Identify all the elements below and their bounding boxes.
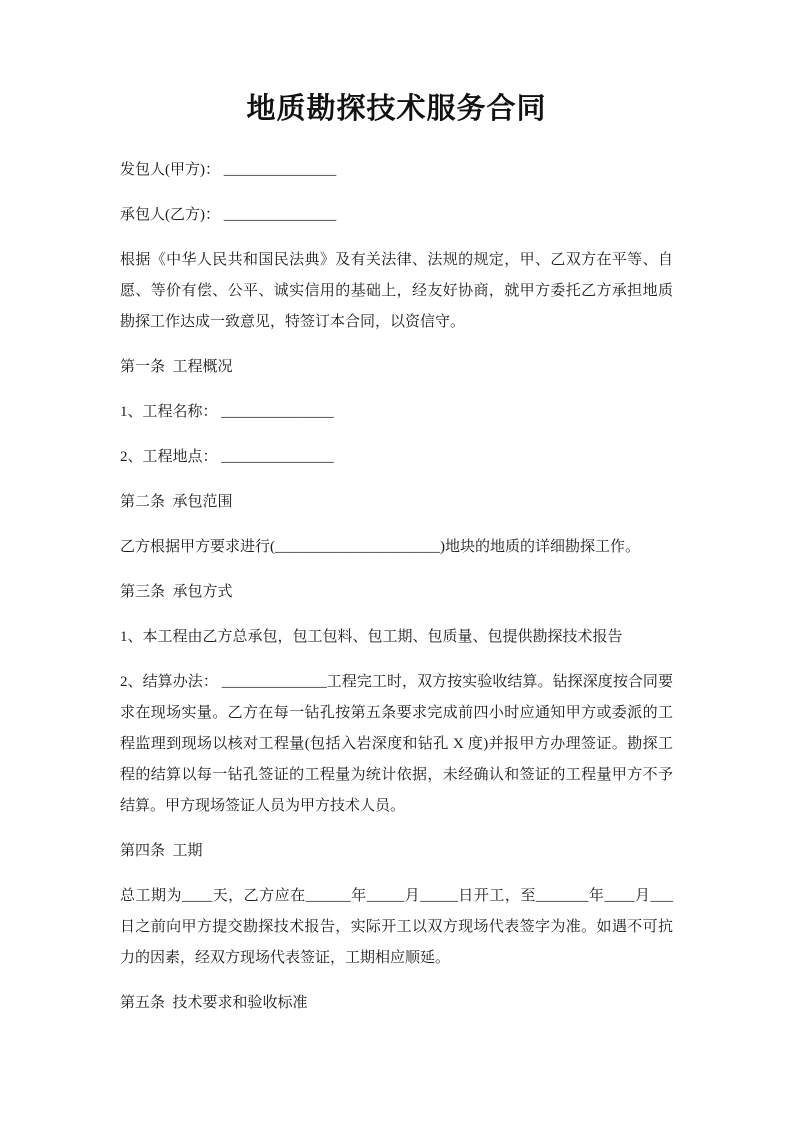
construction-period-paragraph: 总工期为____天，乙方应在______年_____月_____日开工，至_______年____月___日之前向甲方提交勘探技术报告，实际开工以双方现场代表签字为准。如遇不可抗力的因素，经双方现场代表签证，工期相应顺延。 xyxy=(120,888,673,966)
party-b-line: 承包人(乙方)： _______________ xyxy=(120,207,337,223)
contract-mode-item-1: 1、本工程由乙方总承包，包工包料、包工期、包质量、包提供勘探技术报告 xyxy=(120,629,623,645)
contract-scope-paragraph: 乙方根据甲方要求进行(______________________)地块的地质的详细勘探工作。 xyxy=(120,539,640,555)
article-1-heading: 第一条 工程概况 xyxy=(120,359,233,375)
article-3-heading: 第三条 承包方式 xyxy=(120,584,233,600)
party-a-line: 发包人(甲方)： _______________ xyxy=(120,162,337,178)
preamble-paragraph: 根据《中华人民共和国民法典》及有关法律、法规的规定，甲、乙双方在平等、自愿、等价有偿、公平、诚实信用的基础上，经友好协商，就甲方委托乙方承担地质勘探工作达成一致意见，特签订本合同，以资信守。 xyxy=(120,252,673,330)
article-4-heading: 第四条 工期 xyxy=(120,843,203,859)
project-name-line: 1、工程名称： _______________ xyxy=(120,404,334,420)
project-location-line: 2、工程地点： _______________ xyxy=(120,449,334,465)
contract-title: 地质勘探技术服务合同 xyxy=(246,93,547,125)
article-2-heading: 第二条 承包范围 xyxy=(120,494,233,510)
article-5-heading: 第五条 技术要求和验收标准 xyxy=(120,995,308,1011)
settlement-method-paragraph: 2、结算办法： ______________工程完工时，双方按实验收结算。钻探深度按合同要求在现场实量。乙方在每一钻孔按第五条要求完成前四小时应通知甲方或委派的工程监理到现场以核对工程量(包括入岩深度和钻孔 X 度)并报甲方办理签证。勘探工程的结算以每一钻孔签证的工程量为统计依据，未经确认和签证的工程量甲方不予结算。甲方现场签证人员为甲方技术人员。 xyxy=(120,674,673,814)
